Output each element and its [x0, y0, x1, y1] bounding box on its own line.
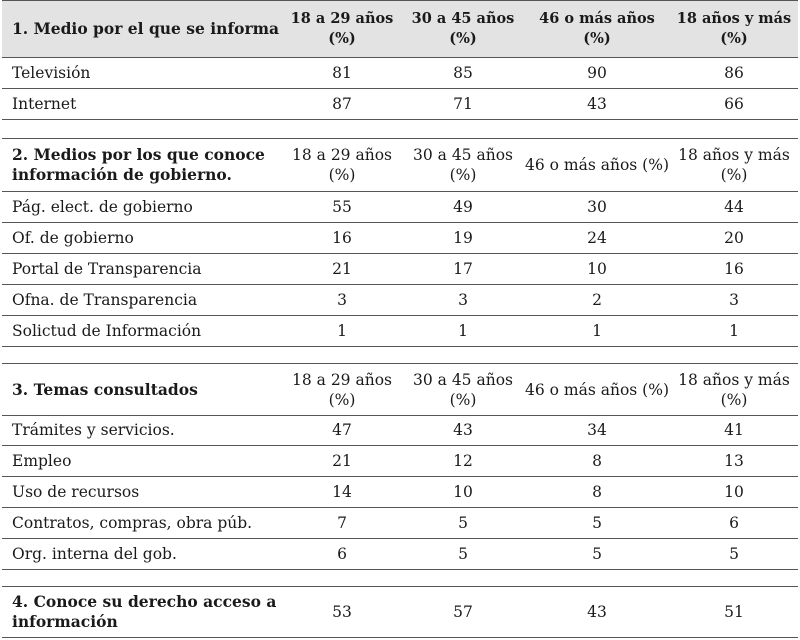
cell-value: 7: [337, 513, 347, 532]
cell-value: 14: [332, 482, 352, 501]
row-label: Internet: [12, 94, 77, 113]
section-2-title: 2. Medios por los que conoce información de gobierno.: [12, 145, 265, 184]
cell-value: 10: [587, 259, 607, 278]
cell-value: 21: [332, 259, 352, 278]
cell-value: 19: [453, 228, 473, 247]
row-label: Uso de recursos: [12, 482, 140, 501]
row-label: Televisión: [12, 63, 91, 82]
cell-value: 10: [453, 482, 473, 501]
cell-value: 3: [458, 290, 468, 309]
table-row: [2, 222, 798, 253]
cell-value: 5: [592, 544, 602, 563]
row-label: Solictud de Información: [12, 321, 202, 340]
table-row: [2, 507, 798, 538]
cell-value: 47: [332, 420, 352, 439]
col-header-46-plus: 46 o más años (%): [525, 380, 669, 399]
section-1-title: 1. Medio por el que se informa: [12, 19, 280, 38]
row-label: Org. interna del gob.: [12, 544, 177, 563]
table-row: [2, 538, 798, 569]
cell-value: 24: [587, 228, 607, 247]
cell-value: 1: [729, 321, 739, 340]
cell-value: 1: [458, 321, 468, 340]
cell-value: 53: [332, 603, 352, 621]
cell-value: 66: [724, 94, 744, 113]
cell-value: 16: [332, 228, 352, 247]
table-row: [2, 191, 798, 222]
cell-value: 5: [729, 544, 739, 563]
cell-value: 43: [587, 94, 607, 113]
cell-value: 30: [587, 197, 607, 216]
col-header-46-plus: 46 o más años (%): [525, 156, 669, 174]
cell-value: 3: [337, 290, 347, 309]
cell-value: 1: [592, 321, 602, 340]
cell-value: 90: [587, 63, 607, 82]
section-2-header: [2, 139, 798, 191]
rule: [2, 569, 798, 570]
section-3-header: [2, 364, 798, 415]
cell-value: 21: [332, 451, 352, 470]
section-3-title: 3. Temas consultados: [12, 379, 198, 399]
cell-value: 2: [592, 290, 602, 309]
cell-value: 87: [332, 94, 352, 113]
col-header-18-29: 18 a 29 años (%): [290, 10, 394, 47]
row-label: Contratos, compras, obra púb.: [12, 513, 253, 532]
cell-value: 85: [453, 63, 473, 82]
cell-value: 57: [453, 603, 473, 621]
cell-value: 41: [724, 420, 744, 439]
cell-value: 1: [337, 321, 347, 340]
cell-value: 12: [453, 451, 473, 470]
row-label: Pág. elect. de gobierno: [12, 197, 193, 216]
cell-value: 71: [453, 94, 473, 113]
cell-value: 49: [453, 197, 473, 216]
cell-value: 17: [453, 259, 473, 278]
table-row: [2, 253, 798, 284]
section-4-row: [2, 587, 798, 637]
cell-value: 55: [332, 197, 352, 216]
col-header-30-45: 30 a 45 años (%): [413, 370, 513, 409]
rule: [2, 119, 798, 120]
row-label: Ofna. de Transparencia: [12, 290, 198, 309]
row-label: Trámites y servicios.: [12, 420, 175, 439]
cell-value: 6: [337, 544, 347, 563]
cell-value: 51: [724, 603, 744, 621]
cell-value: 43: [453, 420, 473, 439]
cell-value: 13: [724, 451, 744, 470]
col-header-18-29: 18 a 29 años (%): [292, 370, 392, 409]
cell-value: 16: [724, 259, 744, 278]
cell-value: 81: [332, 63, 352, 82]
cell-value: 86: [724, 63, 744, 82]
cell-value: 5: [458, 544, 468, 563]
cell-value: 6: [729, 513, 739, 532]
row-label: Empleo: [12, 451, 72, 470]
table-row: [2, 476, 798, 507]
row-label: Portal de Transparencia: [12, 259, 202, 278]
cell-value: 10: [724, 482, 744, 501]
cell-value: 44: [724, 197, 744, 216]
cell-value: 34: [587, 420, 607, 439]
cell-value: 5: [592, 513, 602, 532]
row-label: Of. de gobierno: [12, 228, 134, 247]
table-row: [2, 414, 798, 445]
cell-value: 8: [592, 482, 602, 501]
col-header-18-plus: 18 años y más (%): [678, 370, 790, 409]
rule: [2, 346, 798, 347]
col-header-46-plus: 46 o más años (%): [539, 10, 655, 47]
col-header-30-45: 30 a 45 años (%): [411, 10, 515, 47]
cell-value: 43: [587, 603, 607, 621]
col-header-30-45: 30 a 45 años (%): [413, 146, 513, 184]
col-header-18-plus: 18 años y más (%): [676, 10, 792, 47]
cell-value: 8: [592, 451, 602, 470]
table-row: [2, 284, 798, 315]
rule: [2, 637, 798, 638]
section-1-header: [2, 1, 798, 57]
col-header-18-29: 18 a 29 años (%): [292, 146, 392, 184]
cell-value: 5: [458, 513, 468, 532]
col-header-18-plus: 18 años y más (%): [678, 146, 790, 184]
cell-value: 3: [729, 290, 739, 309]
table-row: [2, 315, 798, 346]
table-row: [2, 88, 798, 119]
table-row: [2, 445, 798, 476]
section-4-title: 4. Conoce su derecho acceso a información: [12, 592, 277, 631]
table-row: [2, 57, 798, 88]
cell-value: 20: [724, 228, 744, 247]
